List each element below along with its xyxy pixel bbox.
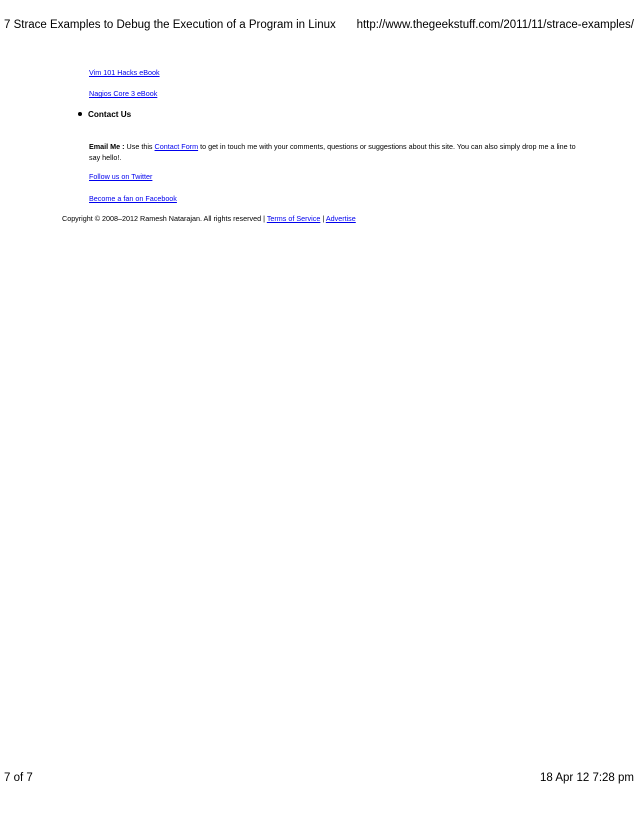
contact-us-item (78, 110, 131, 119)
page-count: 7 of 7 (4, 772, 33, 784)
bullet-icon (78, 112, 82, 116)
vim-ebook-link[interactable]: Vim 101 Hacks eBook (89, 68, 160, 77)
contact-form-link[interactable]: Contact Form (154, 142, 199, 151)
nagios-ebook-link[interactable]: Nagios Core 3 eBook (89, 89, 158, 98)
page-url: http://www.thegeekstuff.com/2011/11/strace-examples/ (356, 19, 634, 31)
twitter-link[interactable]: Follow us on Twitter (89, 172, 153, 181)
page-title: 7 Strace Examples to Debug the Execution of a Program in Linux (4, 19, 336, 31)
print-date: 18 Apr 12 7:28 pm (540, 772, 634, 784)
email-rest-text: to get in touch me with your comments, questions or suggestions about this site. You can also simply drop me a line to say hello!. (89, 142, 576, 162)
advertise-link[interactable]: Advertise (325, 214, 356, 223)
contact-us-heading: Contact Us (88, 110, 132, 119)
email-use-this-text: Use this (124, 142, 155, 151)
copyright-line (62, 214, 356, 223)
copyright-separator: | (320, 214, 326, 223)
email-label: Email Me : (89, 142, 125, 151)
terms-of-service-link[interactable]: Terms of Service (266, 214, 321, 223)
email-paragraph (89, 141, 579, 163)
facebook-link[interactable]: Become a fan on Facebook (89, 194, 177, 203)
copyright-text: Copyright © 2008–2012 Ramesh Natarajan. All rights reserved | (62, 214, 267, 223)
